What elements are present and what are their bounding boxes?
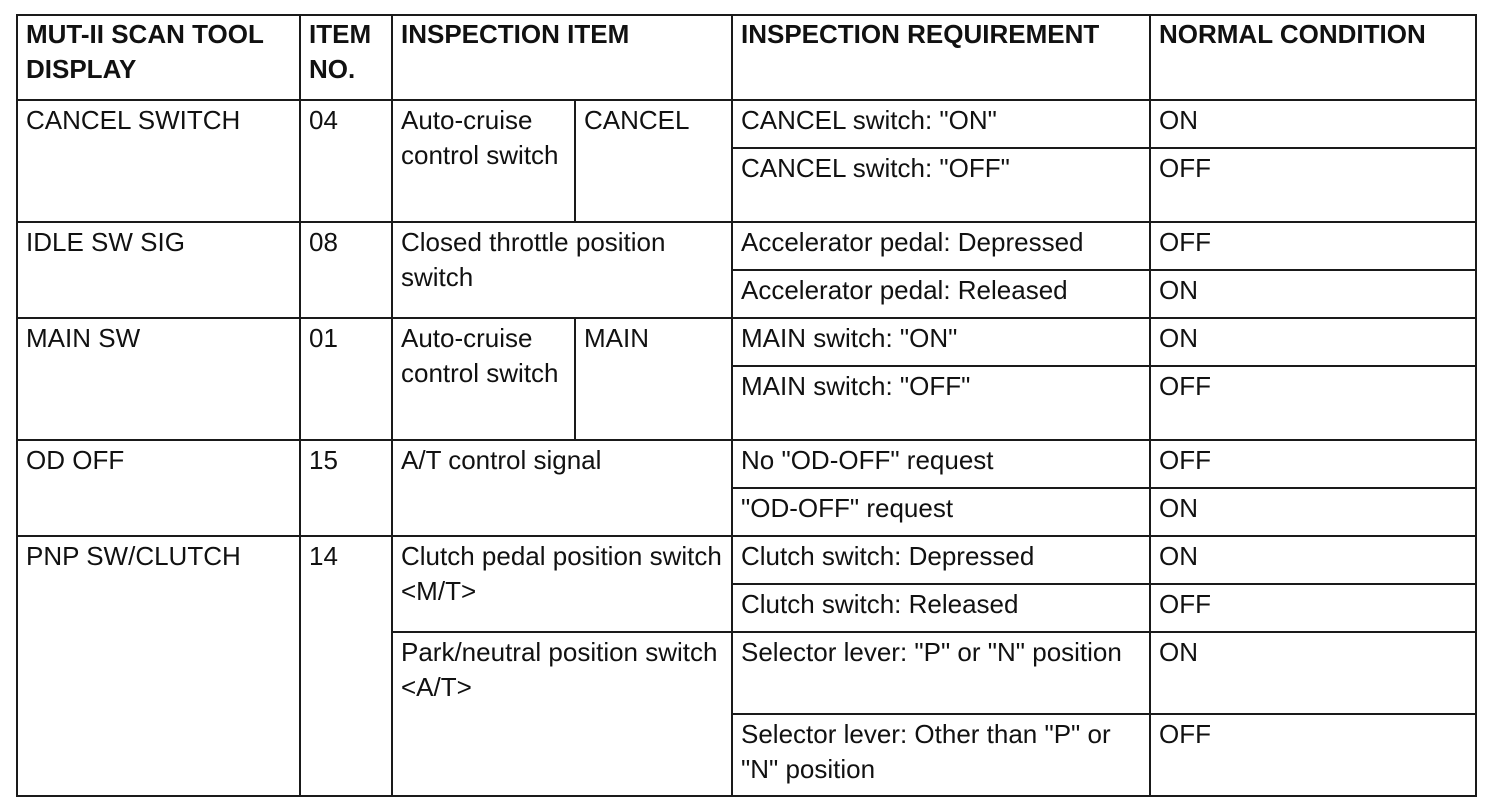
normal-condition-cell: OFF [1150, 440, 1476, 488]
requirement-cell: Clutch switch: Depressed [732, 536, 1150, 584]
item-no-cell: 15 [300, 440, 392, 536]
inspection-item-cell: A/T control signal [392, 440, 732, 536]
header-normal-condition: NORMAL CONDITION [1150, 15, 1476, 100]
table-row [17, 536, 1476, 584]
display-cell: MAIN SW [17, 318, 300, 440]
requirement-cell: Clutch switch: Released [732, 584, 1150, 632]
requirement-cell: CANCEL switch: "ON" [732, 100, 1150, 148]
requirement-cell: Selector lever: Other than "P" or "N" position [732, 714, 1150, 796]
normal-condition-cell: OFF [1150, 222, 1476, 270]
normal-condition-cell: OFF [1150, 366, 1476, 440]
inspection-item-cell: Closed throttle position switch [392, 222, 732, 318]
requirement-cell: MAIN switch: "OFF" [732, 366, 1150, 440]
header-requirement: INSPECTION REQUIREMENT [732, 15, 1150, 100]
inspection-table [16, 14, 1477, 797]
normal-condition-cell: ON [1150, 100, 1476, 148]
normal-condition-cell: ON [1150, 488, 1476, 536]
header-item-no: ITEM NO. [300, 15, 392, 100]
requirement-cell: CANCEL switch: "OFF" [732, 148, 1150, 222]
normal-condition-cell: ON [1150, 318, 1476, 366]
header-inspection-item: INSPECTION ITEM [392, 15, 732, 100]
requirement-cell: No "OD-OFF" request [732, 440, 1150, 488]
requirement-cell: "OD-OFF" request [732, 488, 1150, 536]
header-display: MUT-II SCAN TOOL DISPLAY [17, 15, 300, 100]
item-no-cell: 01 [300, 318, 392, 440]
inspection-item-cell: Auto-cruise control switch [392, 318, 575, 440]
requirement-cell: MAIN switch: "ON" [732, 318, 1150, 366]
header-row [17, 15, 1476, 100]
item-no-cell: 04 [300, 100, 392, 222]
normal-condition-cell: OFF [1150, 148, 1476, 222]
normal-condition-cell: OFF [1150, 714, 1476, 796]
display-cell: PNP SW/CLUTCH [17, 536, 300, 796]
inspection-item-cell: Clutch pedal position switch <M/T> [392, 536, 732, 632]
table-row [17, 222, 1476, 270]
normal-condition-cell: ON [1150, 270, 1476, 318]
table-row [17, 100, 1476, 148]
item-no-cell: 14 [300, 536, 392, 796]
normal-condition-cell: ON [1150, 632, 1476, 714]
inspection-subitem-cell: MAIN [575, 318, 732, 440]
display-cell: CANCEL SWITCH [17, 100, 300, 222]
inspection-item-cell: Auto-cruise control switch [392, 100, 575, 222]
display-cell: OD OFF [17, 440, 300, 536]
requirement-cell: Accelerator pedal: Depressed [732, 222, 1150, 270]
normal-condition-cell: ON [1150, 536, 1476, 584]
requirement-cell: Accelerator pedal: Released [732, 270, 1150, 318]
inspection-subitem-cell: CANCEL [575, 100, 732, 222]
display-cell: IDLE SW SIG [17, 222, 300, 318]
normal-condition-cell: OFF [1150, 584, 1476, 632]
inspection-item-cell: Park/neutral position switch <A/T> [392, 632, 732, 796]
table-row [17, 440, 1476, 488]
item-no-cell: 08 [300, 222, 392, 318]
table-row [17, 318, 1476, 366]
requirement-cell: Selector lever: "P" or "N" position [732, 632, 1150, 714]
